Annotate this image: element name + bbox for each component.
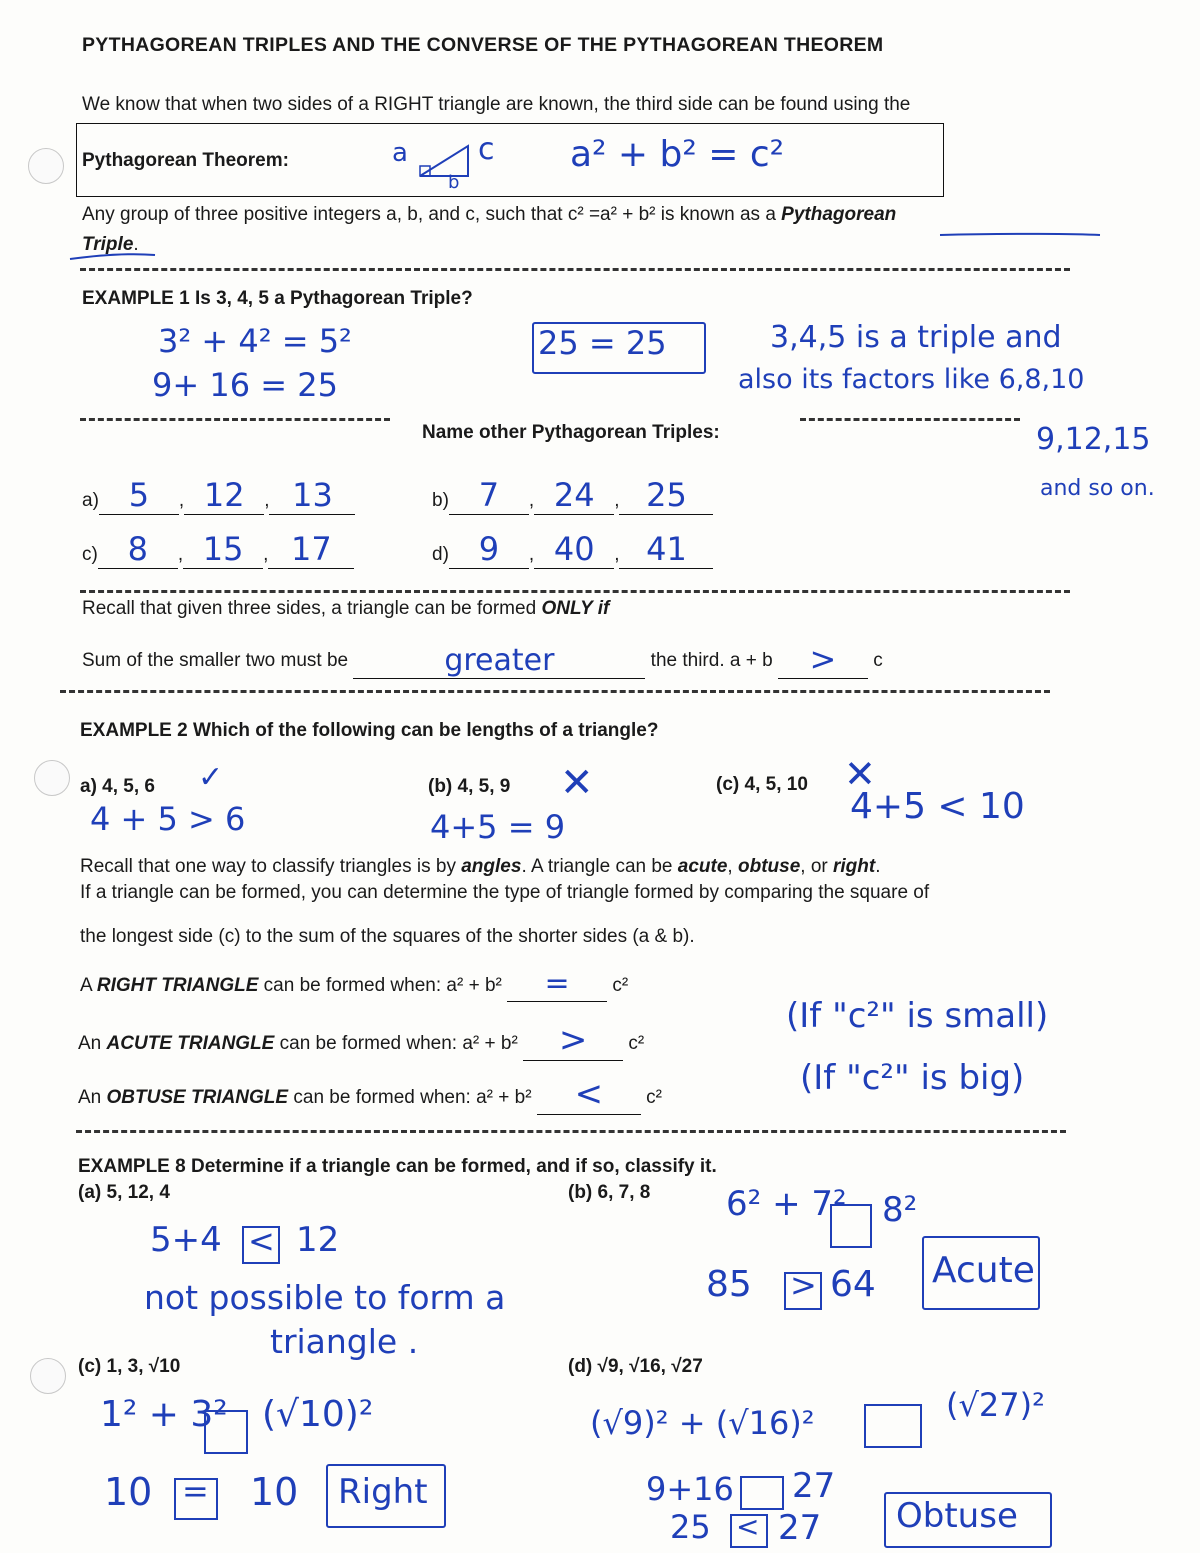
x-mark: ✕ [560, 760, 594, 806]
d-work-3b: 27 [778, 1508, 822, 1548]
intro-line: We know that when two sides of a RIGHT triangle are known, the third side can be found using the [82, 94, 911, 115]
triple-item: d) 9 , 40 , 41 [432, 530, 713, 569]
d-work-2b: 27 [792, 1466, 836, 1506]
hw-underlines [60, 225, 1120, 265]
triple-item: a) 5 , 12 , 13 [82, 476, 355, 515]
triple-item: b) 7 , 24 , 25 [432, 476, 713, 515]
triple-item: c) 8 , 15 , 17 [82, 530, 354, 569]
c-result: Right [338, 1472, 428, 1512]
compare-box [864, 1404, 922, 1448]
example1-work-1: 3² + 4² = 5² [158, 322, 352, 360]
d-result: Obtuse [896, 1496, 1018, 1536]
option-c: (c) 4, 5, 10 [716, 774, 808, 795]
classify-obtuse: An OBTUSE TRIANGLE can be formed when: a² + b² < c² [78, 1074, 662, 1114]
x-mark: ✕ [844, 752, 876, 796]
side-b-label: b [448, 172, 460, 193]
example1-title: EXAMPLE 1 Is 3, 4, 5 a Pythagorean Triple? [82, 288, 473, 309]
a-work-3: triangle . [270, 1322, 419, 1361]
example1-note-3: 9,12,15 [1036, 422, 1151, 457]
option-c-work: 4+5 < 10 [850, 786, 1025, 827]
option-a-work: 4 + 5 > 6 [90, 800, 246, 838]
example8-b: (b) 6, 7, 8 [568, 1182, 651, 1203]
example8-c: (c) 1, 3, √10 [78, 1356, 181, 1377]
d-work-2a: 9+16 [646, 1470, 734, 1508]
divider [76, 1130, 1066, 1133]
b-work-1b: 8² [882, 1190, 918, 1230]
b-work-1: 6² + 7² [726, 1184, 847, 1224]
example1-note-4: and so on. [1040, 476, 1155, 501]
d-work-1a: (√9)² + (√16)² [590, 1404, 815, 1442]
example1-result: 25 = 25 [538, 324, 667, 362]
side-a-label: a [392, 138, 408, 168]
example8-d: (d) √9, √16, √27 [568, 1356, 703, 1377]
recall2-line-2: If a triangle can be formed, you can determine the type of triangle formed by comparing the square of [80, 882, 930, 903]
b-result: Acute [932, 1250, 1035, 1291]
triple-definition: Any group of three positive integers a, b, and c, such that c² =a² + b² is known as a Pythagorean [82, 204, 897, 225]
recall2-line-3: the longest side (c) to the sum of the squares of the shorter sides (a & b). [80, 926, 695, 947]
option-a: a) 4, 5, 6 [80, 776, 155, 797]
option-b-work: 4+5 = 9 [430, 808, 566, 846]
theorem-equation: a² + b² = c² [570, 134, 785, 175]
compare-box [204, 1410, 248, 1454]
a-work-1: 5+4 [150, 1220, 222, 1260]
theorem-label: Pythagorean Theorem: [82, 150, 289, 171]
d-sign: < [736, 1510, 760, 1543]
a-sign: < [248, 1222, 275, 1260]
c-work-2a: 10 [104, 1470, 153, 1514]
a-work-2: not possible to form a [144, 1278, 506, 1317]
divider [80, 268, 1070, 271]
divider [800, 418, 1020, 421]
d-work-1b: (√27)² [946, 1386, 1045, 1424]
compare-box [740, 1476, 784, 1510]
c-work-1b: (√10)² [262, 1394, 374, 1435]
example8-a: (a) 5, 12, 4 [78, 1182, 170, 1203]
recall-line-1: Recall that given three sides, a triangle can be formed ONLY if [82, 598, 617, 620]
divider [60, 690, 1050, 693]
recall-line-2: Sum of the smaller two must be greater the third. a + b > c [82, 640, 883, 678]
punch-hole [34, 760, 70, 796]
a-work-1b: 12 [296, 1220, 340, 1260]
b-work-2a: 85 [706, 1264, 752, 1305]
c-work-1a: 1² + 3² [100, 1394, 228, 1435]
check-mark: ✓ [198, 760, 224, 795]
b-work-2b: 64 [830, 1264, 876, 1305]
other-triples-heading: Name other Pythagorean Triples: [422, 422, 720, 443]
divider [80, 590, 1070, 593]
example8-title: EXAMPLE 8 Determine if a triangle can be formed, and if so, classify it. [78, 1156, 717, 1177]
classify-acute: An ACUTE TRIANGLE can be formed when: a² + b² > c² [78, 1020, 645, 1060]
example1-note-2: also its factors like 6,8,10 [738, 364, 1085, 395]
side-c-label: c [478, 132, 495, 167]
punch-hole [28, 148, 64, 184]
option-b: (b) 4, 5, 9 [428, 776, 511, 797]
example1-note-1: 3,4,5 is a triple and [770, 320, 1062, 355]
classify-right: A RIGHT TRIANGLE can be formed when: a² + b² = c² [80, 966, 629, 1001]
b-sign: > [790, 1266, 817, 1304]
recall2-line-1: Recall that one way to classify triangles is by angles. A triangle can be acute, obtuse, or right. [80, 856, 881, 877]
greater-answer: greater [353, 643, 645, 679]
example2-title: EXAMPLE 2 Which of the following can be lengths of a triangle? [80, 720, 659, 741]
c-sign: = [182, 1472, 209, 1510]
punch-hole [30, 1358, 66, 1394]
divider [80, 418, 390, 421]
obtuse-note: (If "c²" is big) [800, 1058, 1025, 1098]
c-work-2b: 10 [250, 1470, 299, 1514]
acute-note: (If "c²" is small) [786, 996, 1049, 1036]
page-title: PYTHAGOREAN TRIPLES AND THE CONVERSE OF THE PYTHAGOREAN THEOREM [82, 34, 884, 56]
example1-work-2: 9+ 16 = 25 [152, 366, 338, 404]
compare-box [830, 1204, 872, 1248]
d-work-3a: 25 [670, 1508, 711, 1546]
triple-term: Triple. [82, 234, 139, 255]
